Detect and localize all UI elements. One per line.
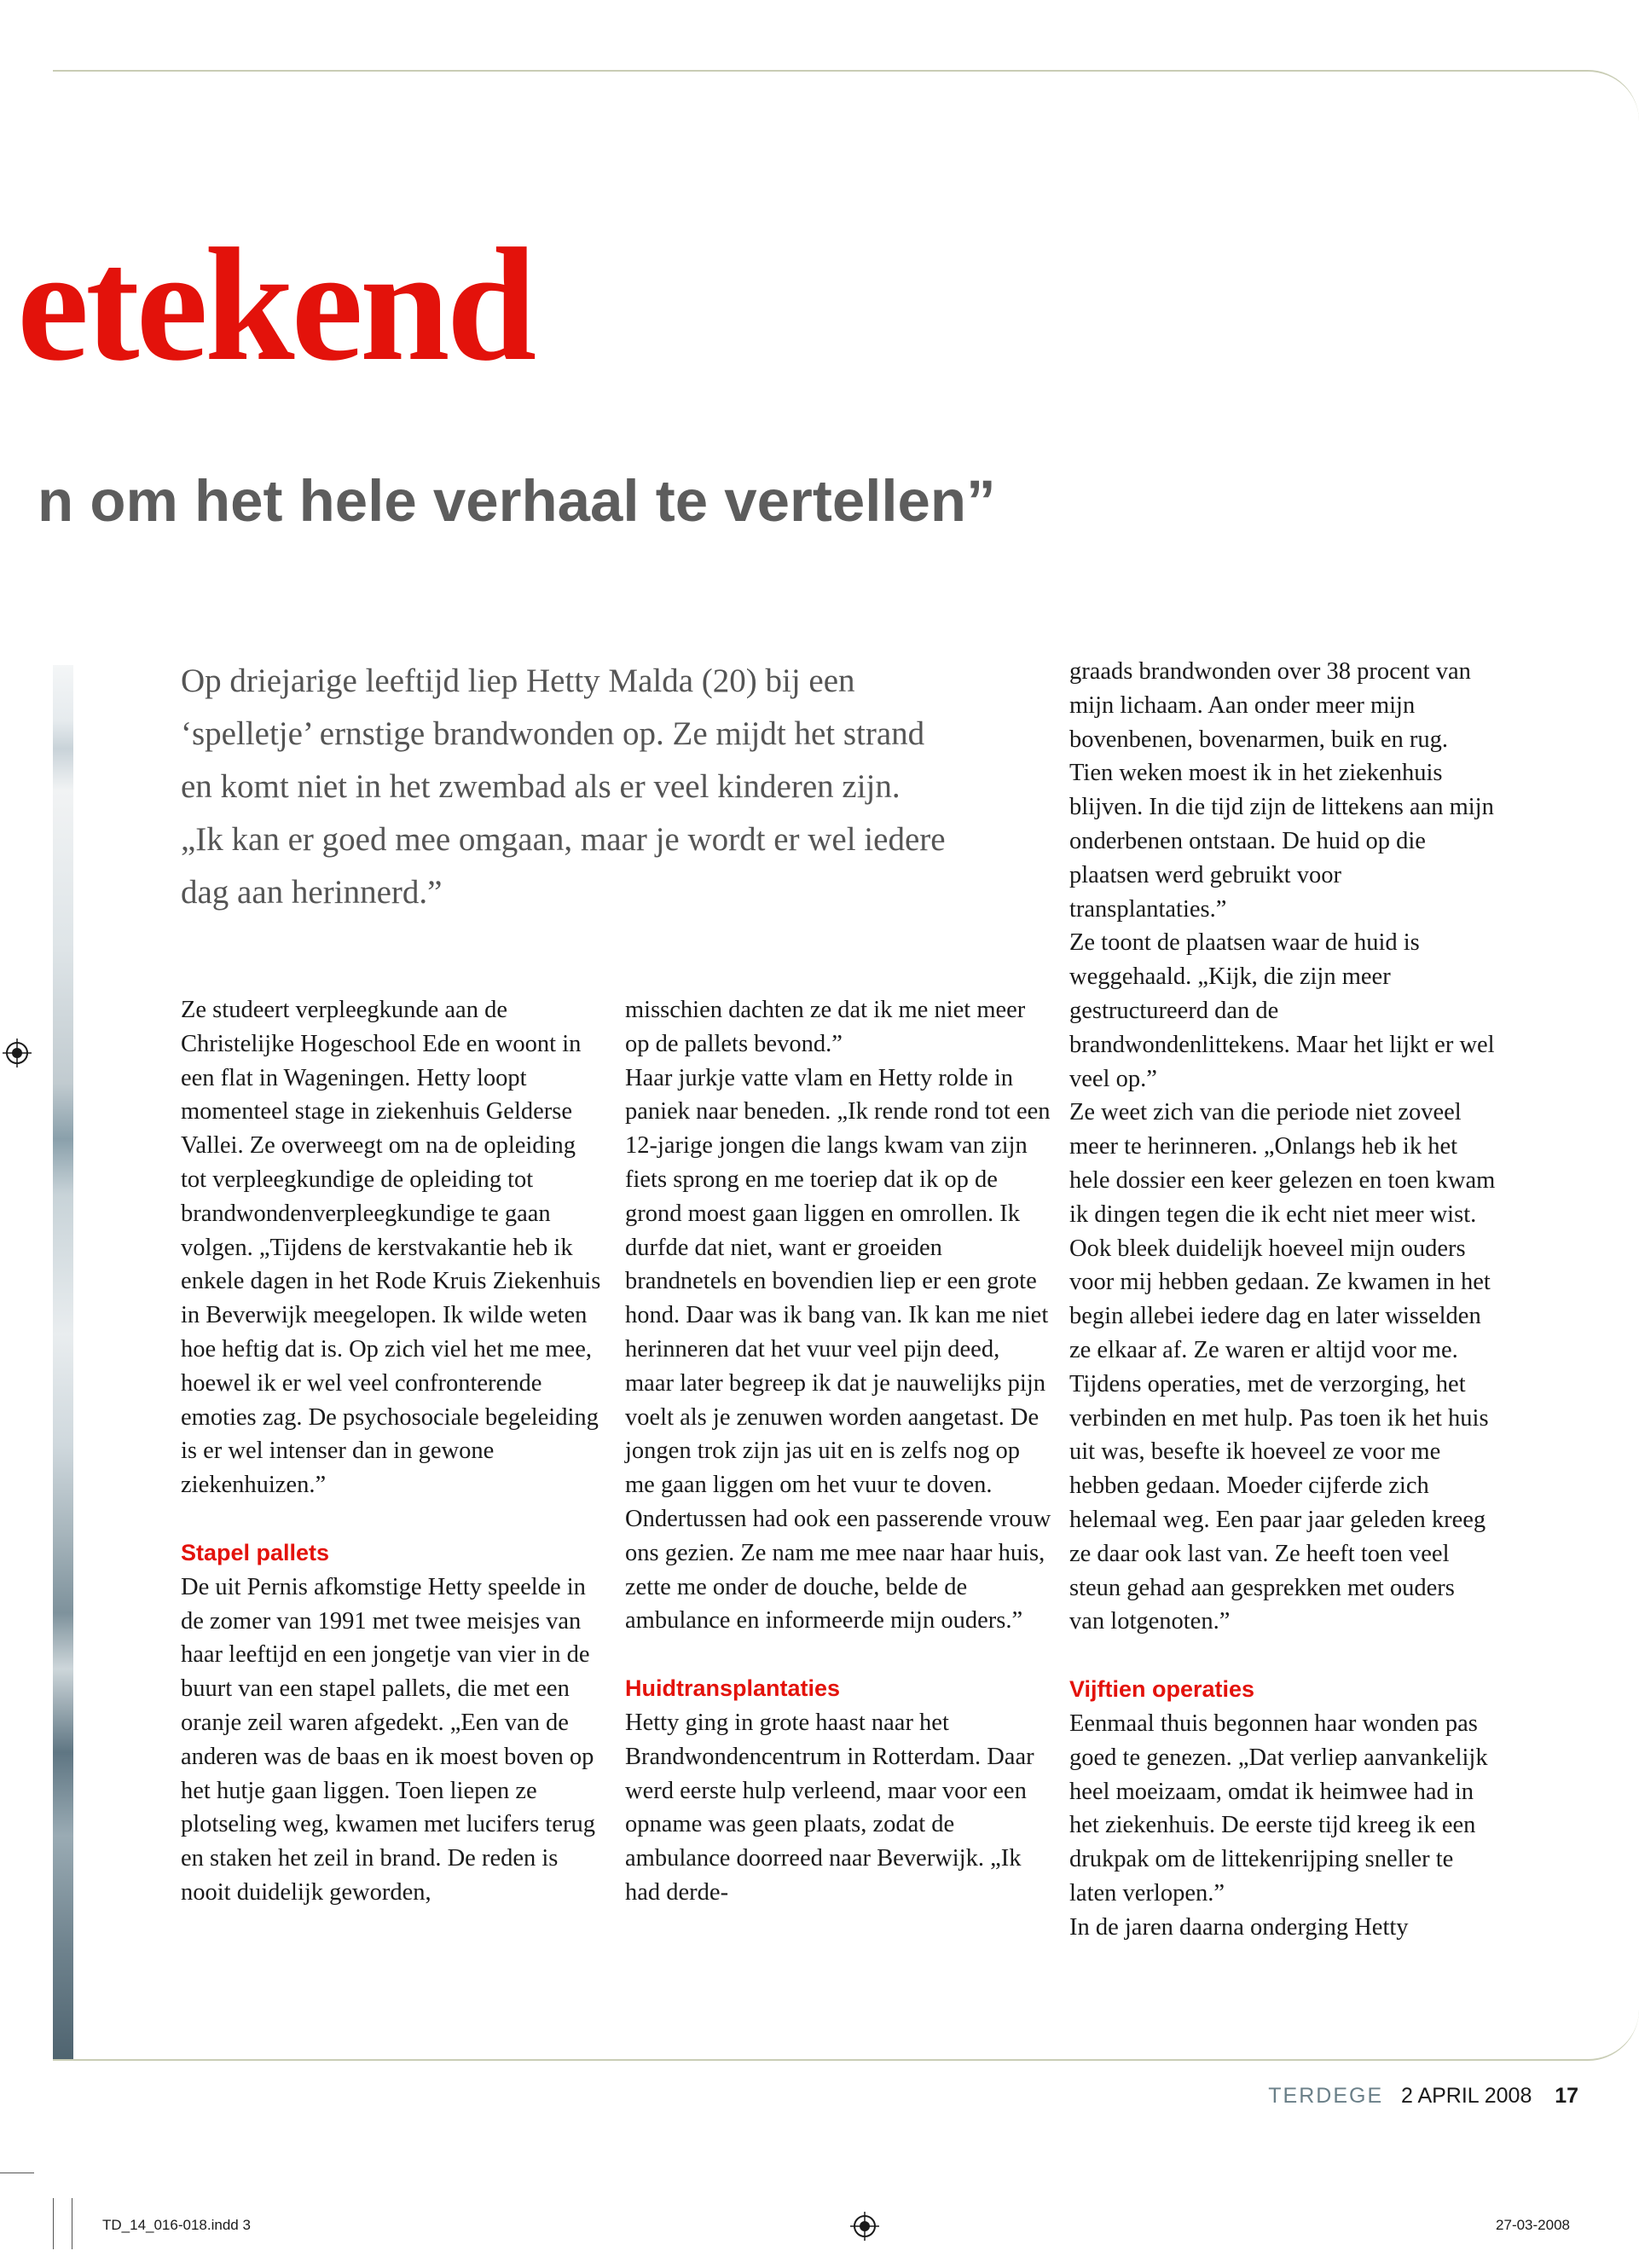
column-3-paragraph-4: Eenmaal thuis begonnen haar wonden pas goed te genezen. „Dat verliep aanvankelijk heel moeizaam, omdat ik heimwee had in het ziekenhuis. De eerste tijd kreeg ik een drukpak om de littekenrijping sneller te laten verlopen.” [1069,1710,1488,1906]
section-heading-stapel-pallets: Stapel pallets [181,1539,330,1565]
issue-date: 2 APRIL 2008 [1400,2084,1532,2108]
article-column-1 [181,993,607,1910]
subheadline [38,467,1332,535]
column-2-paragraph-2: Haar jurkje vatte vlam en Hetty rolde in paniek naar beneden. „Ik rende rond tot een 12-jarige jongen die langs kwam van zijn fiets sprong en me toeriep dat ik op de grond moest gaan liggen en omrollen. Ik durfde dat niet, want er groeiden brandnetels en bovendien liep er een grote hond. Daar was ik bang van. Ik kan me niet herinneren dat het vuur veel pijn deed, maar later begreep ik dat je nauwelijks pijn voelt als je zenuwen worden aangetast. De jongen trok zijn jas uit en is zelfs nog op me gaan liggen om het vuur te doven. Ondertussen had ook een passerende vrouw ons gezien. Ze nam me mee naar haar huis, zette me onder de douche, belde de ambulance en informeerde mijn ouders.” [625,1064,1051,1634]
page-footer [1268,2079,1578,2113]
column-1-paragraph-2: De uit Pernis afkomstige Hetty speelde in de zomer van 1991 met twee meisjes van haar leeftijd en een jongetje van vier in de buurt van een stapel pallets, die met een oranje zeil waren afgedekt. „Een van de anderen was de baas en ik moest boven op het hutje gaan liggen. Toen liepen ze plotseling weg, kwamen met lucifers terug en staken het zeil in brand. De reden is nooit duidelijk geworden, [181,1573,595,1906]
headline-text: etekend [17,216,534,395]
column-2-paragraph-1: misschien dachten ze dat ik me niet meer op de pallets bevond.” [625,997,1026,1057]
column-3-paragraph-3: Ze weet zich van die periode niet zoveel meer te herinneren. „Onlangs heb ik het hele dossier een keer gelezen en toen kwam ik dingen tegen die ik echt niet meer wist. Ook bleek duidelijk hoeveel mijn ouders voor mij hebben gedaan. Ze kwamen in het begin allebei iedere dag en later wisselden ze elkaar af. Ze waren er altijd voor me. Tijdens operaties, met de verzorging, het verbinden en met hulp. Pas toen ik het huis uit was, besefte ik hoeveel ze voor me hebben gedaan. Moeder cijferde zich helemaal weg. Een paar jaar geleden kreeg ze daar ook last van. Ze heeft toen veel steun gehad aan gesprekken met ouders van lotgenoten.” [1069,1099,1496,1635]
registration-mark-icon [850,2212,879,2241]
article-column-3 [1069,655,1496,1944]
headline [17,216,820,395]
registration-mark-icon [3,1039,32,1067]
print-slug-file: TD_14_016-018.indd 3 [102,2217,251,2233]
section-heading-vijftien-operaties: Vijftien operaties [1069,1676,1255,1703]
column-3-paragraph-5: In de jaren daarna onderging Hetty [1069,1913,1409,1941]
column-2-paragraph-3: Hetty ging in grote haast naar het Brandwondencentrum in Rotterdam. Daar werd eerste hulp verleend, maar voor een opname was geen plaats, zodat de ambulance doorreed naar Beverwijk. „Ik had derde- [625,1709,1034,1906]
column-3-paragraph-1: graads brandwonden over 38 procent van mijn lichaam. Aan onder meer mijn bovenbenen, bovenarmen, buik en rug. Tien weken moest ik in het ziekenhuis blijven. In die tijd zijn de littekens aan mijn onderbenen ontstaan. De huid op die plaatsen werd gebruikt voor transplantaties.” [1069,658,1494,923]
print-slug-date: 27-03-2008 [1496,2217,1570,2233]
subheadline-text: n om het hele verhaal te vertellen” [38,468,996,534]
crop-mark [53,2198,54,2249]
column-3-paragraph-2: Ze toont de plaatsen waar de huid is weggehaald. „Kijk, die zijn meer gestructureerd dan de brandwondenlittekens. Maar het lijkt er wel veel op.” [1069,929,1495,1092]
section-heading-huidtransplantaties: Huidtransplantaties [625,1675,841,1702]
column-1-paragraph-1: Ze studeert verpleegkunde aan de Christelijke Hogeschool Ede en woont in een flat in Wageningen. Hetty loopt momenteel stage in ziekenhuis Gelderse Vallei. Ze overweegt om na de opleiding tot verpleegkundige de opleiding tot brandwondenverpleegkundige te gaan volgen. „Tijdens de kerstvakantie heb ik enkele dagen in het Rode Kruis Ziekenhuis in Beverwijk meegelopen. Ik wilde weten hoe heftig dat is. Op zich viel het me mee, hoewel ik er wel veel confronterende emoties zag. De psychosociale begeleiding is er wel intenser dan in gewone ziekenhuizen.” [181,997,601,1499]
article-column-2 [625,993,1051,1910]
photo-strip [53,665,73,2059]
magazine-name: TERDEGE [1268,2084,1384,2108]
page-number: 17 [1555,2084,1578,2108]
intro-paragraph: Op driejarige leeftijd liep Hetty Malda (20) bij een ‘spelletje’ ernstige brandwonden op. Ze mijdt het strand en komt niet in het zwembad als er veel kinderen zijn. „Ik kan er goed mee omgaan, maar je wordt er wel iedere dag aan herinnerd.” [181,662,946,911]
